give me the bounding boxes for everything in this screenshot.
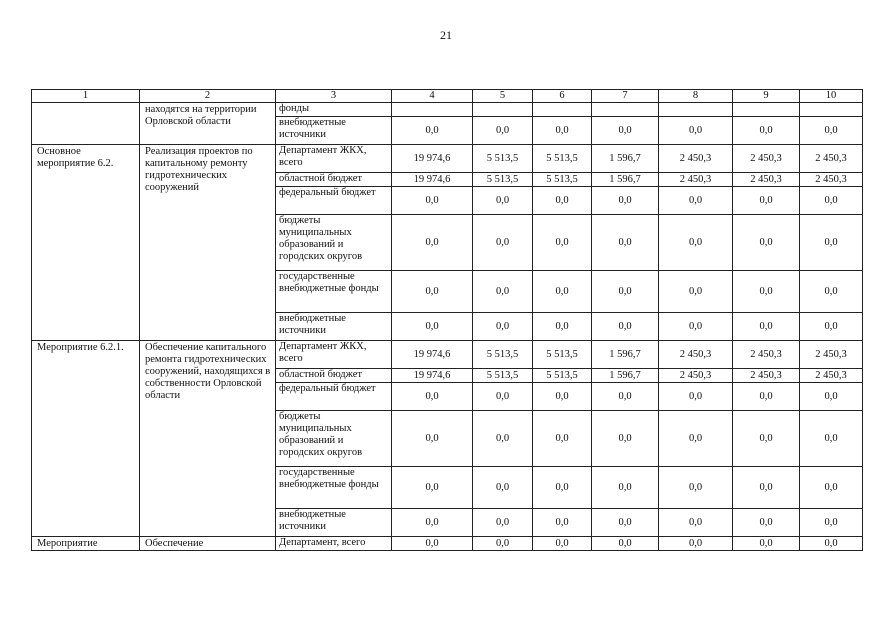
amount-cell: 0,0 <box>733 411 800 467</box>
funding-source-cell: внебюджетные источники <box>276 509 392 537</box>
event-number-cell <box>32 103 140 145</box>
funding-source-cell: бюджеты муниципальных образований и городских округов <box>276 411 392 467</box>
amount-cell: 0,0 <box>659 411 733 467</box>
amount-cell: 0,0 <box>533 509 592 537</box>
amount-cell: 0,0 <box>733 271 800 313</box>
amount-cell: 0,0 <box>659 383 733 411</box>
funding-source-cell: государственные внебюджетные фонды <box>276 271 392 313</box>
table-body <box>32 103 863 551</box>
amount-cell <box>533 103 592 117</box>
amount-cell <box>392 103 473 117</box>
header-cell: 4 <box>392 90 473 103</box>
amount-cell: 0,0 <box>800 509 863 537</box>
amount-cell: 19 974,6 <box>392 173 473 187</box>
amount-cell: 0,0 <box>800 411 863 467</box>
amount-cell: 19 974,6 <box>392 369 473 383</box>
amount-cell: 0,0 <box>800 383 863 411</box>
amount-cell: 0,0 <box>392 537 473 551</box>
amount-cell: 0,0 <box>659 467 733 509</box>
funding-source-cell: внебюджетные источники <box>276 117 392 145</box>
amount-cell: 0,0 <box>533 537 592 551</box>
amount-cell: 0,0 <box>800 313 863 341</box>
amount-cell: 0,0 <box>592 117 659 145</box>
event-name-cell: Обеспечение <box>140 537 276 551</box>
amount-cell: 0,0 <box>473 215 533 271</box>
amount-cell: 5 513,5 <box>473 173 533 187</box>
amount-cell: 0,0 <box>533 383 592 411</box>
amount-cell: 0,0 <box>392 187 473 215</box>
funding-source-cell: Департамент ЖКХ, всего <box>276 341 392 369</box>
amount-cell: 0,0 <box>800 537 863 551</box>
amount-cell: 0,0 <box>659 215 733 271</box>
funding-source-cell: государственные внебюджетные фонды <box>276 467 392 509</box>
amount-cell: 0,0 <box>592 411 659 467</box>
funding-source-cell: фонды <box>276 103 392 117</box>
funding-source-cell: внебюджетные источники <box>276 313 392 341</box>
header-cell: 9 <box>733 90 800 103</box>
amount-cell: 2 450,3 <box>659 145 733 173</box>
amount-cell: 0,0 <box>659 187 733 215</box>
header-cell: 8 <box>659 90 733 103</box>
amount-cell: 19 974,6 <box>392 145 473 173</box>
funding-source-cell: бюджеты муниципальных образований и городских округов <box>276 215 392 271</box>
amount-cell <box>659 103 733 117</box>
amount-cell: 5 513,5 <box>473 369 533 383</box>
amount-cell: 0,0 <box>800 271 863 313</box>
amount-cell: 0,0 <box>392 411 473 467</box>
funding-source-cell: федеральный бюджет <box>276 187 392 215</box>
funding-source-cell: Департамент ЖКХ, всего <box>276 145 392 173</box>
budget-table <box>31 89 863 551</box>
event-number-cell: Мероприятие <box>32 537 140 551</box>
amount-cell: 0,0 <box>592 313 659 341</box>
table-row <box>32 537 863 551</box>
amount-cell: 0,0 <box>800 117 863 145</box>
funding-source-cell: областной бюджет <box>276 369 392 383</box>
amount-cell: 0,0 <box>392 467 473 509</box>
amount-cell: 0,0 <box>800 187 863 215</box>
amount-cell: 0,0 <box>733 117 800 145</box>
table-row <box>32 103 863 117</box>
amount-cell: 0,0 <box>733 467 800 509</box>
amount-cell: 2 450,3 <box>800 173 863 187</box>
header-cell: 6 <box>533 90 592 103</box>
amount-cell: 0,0 <box>473 509 533 537</box>
amount-cell: 2 450,3 <box>659 369 733 383</box>
amount-cell: 2 450,3 <box>659 341 733 369</box>
event-name-cell: находятся на территории Орловской области <box>140 103 276 145</box>
amount-cell: 1 596,7 <box>592 341 659 369</box>
amount-cell: 0,0 <box>473 117 533 145</box>
amount-cell: 5 513,5 <box>533 369 592 383</box>
amount-cell: 0,0 <box>659 313 733 341</box>
amount-cell: 2 450,3 <box>659 173 733 187</box>
amount-cell: 5 513,5 <box>533 341 592 369</box>
event-number-cell: Мероприятие 6.2.1. <box>32 341 140 537</box>
amount-cell: 2 450,3 <box>800 369 863 383</box>
amount-cell <box>800 103 863 117</box>
amount-cell: 0,0 <box>473 271 533 313</box>
table-row <box>32 145 863 173</box>
amount-cell: 0,0 <box>592 215 659 271</box>
table-row <box>32 341 863 369</box>
amount-cell: 0,0 <box>800 215 863 271</box>
amount-cell: 0,0 <box>592 537 659 551</box>
header-cell: 5 <box>473 90 533 103</box>
amount-cell: 0,0 <box>592 509 659 537</box>
amount-cell: 0,0 <box>592 467 659 509</box>
amount-cell: 5 513,5 <box>473 341 533 369</box>
amount-cell: 0,0 <box>592 187 659 215</box>
event-number-cell: Основное мероприятие 6.2. <box>32 145 140 341</box>
funding-source-cell: Департамент, всего <box>276 537 392 551</box>
amount-cell: 2 450,3 <box>733 145 800 173</box>
amount-cell: 0,0 <box>473 537 533 551</box>
amount-cell: 1 596,7 <box>592 369 659 383</box>
event-name-cell: Реализация проектов по капитальному ремонту гидротехнических сооружений <box>140 145 276 341</box>
header-cell: 10 <box>800 90 863 103</box>
amount-cell: 0,0 <box>533 215 592 271</box>
amount-cell: 0,0 <box>592 383 659 411</box>
amount-cell: 5 513,5 <box>533 145 592 173</box>
amount-cell: 2 450,3 <box>800 145 863 173</box>
funding-source-cell: федеральный бюджет <box>276 383 392 411</box>
header-cell: 3 <box>276 90 392 103</box>
amount-cell: 0,0 <box>659 271 733 313</box>
amount-cell: 2 450,3 <box>733 341 800 369</box>
amount-cell: 0,0 <box>733 187 800 215</box>
amount-cell: 0,0 <box>392 215 473 271</box>
funding-source-cell: областной бюджет <box>276 173 392 187</box>
header-cell: 1 <box>32 90 140 103</box>
amount-cell: 0,0 <box>592 271 659 313</box>
header-cell: 7 <box>592 90 659 103</box>
amount-cell: 0,0 <box>800 467 863 509</box>
page-number: 21 <box>440 28 452 42</box>
amount-cell: 0,0 <box>533 411 592 467</box>
header-cell: 2 <box>140 90 276 103</box>
amount-cell <box>592 103 659 117</box>
amount-cell: 2 450,3 <box>733 369 800 383</box>
amount-cell: 0,0 <box>733 537 800 551</box>
amount-cell: 0,0 <box>473 313 533 341</box>
amount-cell: 0,0 <box>659 537 733 551</box>
amount-cell: 0,0 <box>392 117 473 145</box>
amount-cell: 0,0 <box>473 187 533 215</box>
amount-cell: 19 974,6 <box>392 341 473 369</box>
amount-cell: 1 596,7 <box>592 145 659 173</box>
amount-cell: 0,0 <box>533 271 592 313</box>
amount-cell: 2 450,3 <box>733 173 800 187</box>
amount-cell: 0,0 <box>392 383 473 411</box>
amount-cell: 2 450,3 <box>800 341 863 369</box>
amount-cell: 0,0 <box>533 467 592 509</box>
amount-cell: 0,0 <box>392 271 473 313</box>
amount-cell: 0,0 <box>659 117 733 145</box>
amount-cell <box>733 103 800 117</box>
amount-cell: 0,0 <box>473 383 533 411</box>
amount-cell: 0,0 <box>533 187 592 215</box>
amount-cell: 0,0 <box>392 509 473 537</box>
amount-cell: 0,0 <box>392 313 473 341</box>
amount-cell: 0,0 <box>659 509 733 537</box>
event-name-cell: Обеспечение капитального ремонта гидротехнических сооружений, находящихся в собственности Орловской области <box>140 341 276 537</box>
amount-cell: 0,0 <box>733 313 800 341</box>
amount-cell: 1 596,7 <box>592 173 659 187</box>
amount-cell: 0,0 <box>533 313 592 341</box>
amount-cell: 5 513,5 <box>533 173 592 187</box>
amount-cell: 0,0 <box>733 509 800 537</box>
amount-cell: 0,0 <box>733 383 800 411</box>
amount-cell: 5 513,5 <box>473 145 533 173</box>
amount-cell: 0,0 <box>733 215 800 271</box>
header-row <box>32 90 863 103</box>
amount-cell: 0,0 <box>473 467 533 509</box>
amount-cell: 0,0 <box>473 411 533 467</box>
amount-cell <box>473 103 533 117</box>
amount-cell: 0,0 <box>533 117 592 145</box>
